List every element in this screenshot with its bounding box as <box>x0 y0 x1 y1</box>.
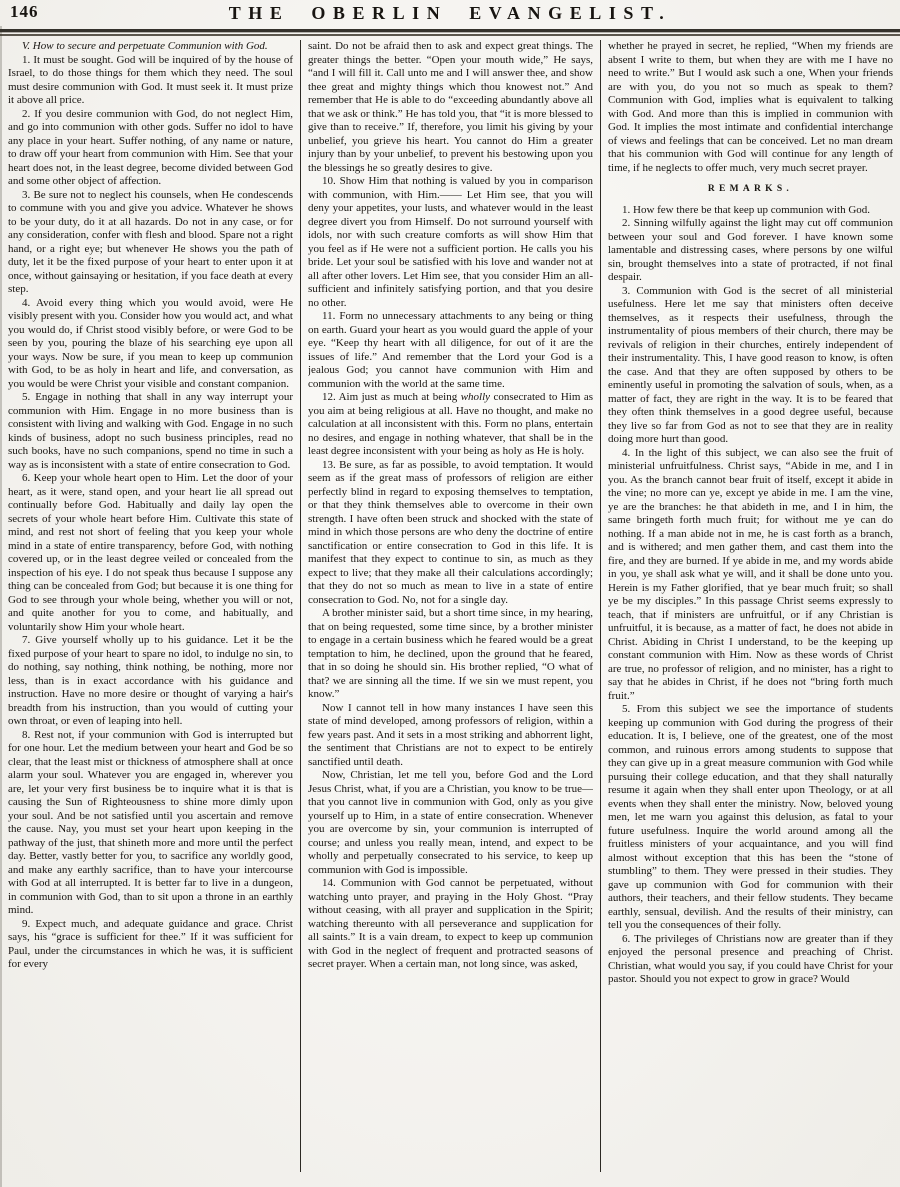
paragraph: saint. Do not be afraid then to ask and expect great things. The greater things the better. “Open your mouth wide,” He says, “and I will fill it. Call unto me and I will answer thee, and show thee great and mighty things which thou knowest not.” And remember that He is able to do “exceeding abundantly above all that we ask or think.” He has told you, that “it is more blessed to give than to receive.” If, therefore, you limit his giving by your unbelief, you grieve his heart. You cannot do Him a greater injury than by your unbelief, to prevent his bestowing upon you the blessings he so greatly desires to give. <box>308 40 593 174</box>
paragraph: 6. The privileges of Christians now are greater than if they enjoyed the personal presence and preaching of Christ. Christian, what would you say, if you could have Christ for your pastor. Should you not expect to grow in grace? Would <box>608 932 893 985</box>
paragraph: 12. Aim just as much at being wholly consecrated to Him as you aim at being religious at all. Have no thought, and make no calculation at all inconsistent with this. Form no plans, entertain no desires, and engage in nothing whatever, that shall be in the least degree inconsistent with your being as holy as He is holy. <box>308 391 593 457</box>
text-column <box>308 40 593 1172</box>
paragraph: 1. How few there be that keep up communion with God. <box>622 203 871 216</box>
paragraph: 2. Sinning wilfully against the light may cut off communion between your soul and God forever. I have known some lamentable and distressing cases, where persons by one wilful sin, brought themselves into a state of protracted, if not final despair. <box>608 217 893 283</box>
paragraph: 7. Give yourself wholly up to his guidance. Let it be the fixed purpose of your heart to spare no idol, to indulge no sin, to do nothing, say nothing, think nothing, be nothing, more nor less, than is in exact accordance with his guidance and instruction. Have no more desire or thought of varying a hair's breadth from his instruction, than you would of cutting your own throat, or even of leaping into hell. <box>8 634 293 727</box>
page-number: 146 <box>10 2 39 21</box>
text-column <box>8 40 293 1172</box>
paragraph: 8. Rest not, if your communion with God is interrupted but for one hour. Let the medium between your heart and God be so clear, that the least mist or thickness of atmosphere shall at once alarm your soul. Whatever you are engaged in, wherever you are, let your very first business be to inquire what it is that is causing the Sun of Righteousness to shine more dimly upon your soul. And be not satisfied until you ascertain and remove the cause. Nay, you must set your heart upon keeping in the pathway of the just, that shineth more and more until the perfect day. Better, vastly better for you, to sacrifice any worldly good, and make any earthly sacrifice, than to have your intercourse with God at all interrupted. It is better far to live in a dungeon, in communion with God, than to sit upon a throne in an earthly mind. <box>8 728 293 916</box>
paragraph: whether he prayed in secret, he replied, “When my friends are absent I write to them, but when they are with me I have no need to write.” But I would ask such a one, When your friends are with you, do you not so much as speak to them? Communion with God, implies what is equivalent to talking with God. And more than this is implied in communion with God. It implies the most intimate and confidential interchange of views and feelings that can be conceived. Let no man dream that his communion with God will continue for any length of time, if he neglects to offer much, very much secret prayer. <box>608 40 893 174</box>
paragraph: 1. It must be sought. God will be inquired of by the house of Israel, to do those things for them which they need. The soul must desire communion with God. It must seek it. It must prize it above all price. <box>8 53 293 106</box>
paragraph: 5. Engage in nothing that shall in any way interrupt your communion with Him. Engage in no more business than is consistent with living and walking with God. Engage in no such kinds of business, adopt no such business principles, read no such books, have no such companions, spend no time in such a way as is inconsistent with a state of entire consecration to God. <box>8 391 293 471</box>
paragraph: Now, Christian, let me tell you, before God and the Lord Jesus Christ, what, if you are a Christian, you know to be true—that you cannot live in communion with God, only as you give yourself up to Him, in a state of entire consecration. Whenever you are overcome by sin, your communion is interrupted of course; and unless you really mean, intend, and expect to be wholly and perpetually consecrated to his service, to keep up communion with God is impossible. <box>308 769 593 876</box>
paragraph: 3. Be sure not to neglect his counsels, when He condescends to commune with you and give you advice. Whatever he shows to be your duty, do it at all hazards. Do not in any case, or for any consideration, confer with flesh and blood. Spare not a right hand, or a right eye; but whenever He shows you the path of duty, let it be the fixed purpose of your heart to enter upon it at once, without gainsaying or hesitation, if you face death at every step. <box>8 188 293 295</box>
paragraph: Now I cannot tell in how many instances I have seen this state of mind developed, among professors of religion, within a few years past. And it sets in a most striking and abhorrent light, the sentiment that Christians are not to expect to be entirely sanctified until death. <box>308 701 593 768</box>
paragraph: A brother minister said, but a short time since, in my hearing, that on being requested, some time since, by a brother minister to engage in a certain business which he feared would be a great temptation to him, he declined, upon the ground that he feared, that in so doing he should sin. His brother replied, “O what of that? we are sinning all the time. If we sin we must repent, you know.” <box>308 607 593 700</box>
rule-heavy <box>0 29 900 32</box>
section-heading: V. How to secure and perpetuate Communion with God. <box>22 40 268 52</box>
paragraph: 14. Communion with God cannot be perpetuated, without watching unto prayer, and praying in the Holy Ghost. “Pray without ceasing, with all prayer and supplication in the Spirit; watching thereunto with all perseverance and supplication for all saints.” It is a vain dream, to expect to keep up communion with God in the neglect of frequent and protracted seasons of secret prayer. When a certain man, not long since, was asked, <box>308 877 593 970</box>
paragraph: 4. Avoid every thing which you would avoid, were He visibly present with you. Consider how you would act, and what you would do, if Christ stood visibly before, or were God to be seen by you, pouring the blaze of his searching eye upon all your ways. Now be sure, if you mean to keep up communion with God, to be as holy in heart and life, and conversation, as you would be were Christ your visible and constant companion. <box>8 296 293 390</box>
paragraph: 9. Expect much, and adequate guidance and grace. Christ says, his “grace is sufficient for thee.” If it was sufficient for Paul, under the circumstances in which he was, it is sufficient for every <box>8 917 293 970</box>
paragraph: 2. If you desire communion with God, do not neglect Him, and go into communion with other gods. Suffer no idol to have any place in your heart. Suffer nothing, of any name or nature, to draw off your heart from communion with Him. See that your heart does not, in the least degree, become divided between God and some other object of affection. <box>8 107 293 187</box>
column-rule <box>600 40 601 1172</box>
remarks-heading: REMARKS. <box>707 184 794 194</box>
paragraph: 13. Be sure, as far as possible, to avoid temptation. It would seem as if the great mass of professors of religion are either perfectly blind in regard to exposing themselves to temptation, or that they think themselves able to overcome in their own strength. I have often been struck and shocked with the state of mind in which those persons are who deny the doctrine of entire sanctification or entire consecration to God in this life. It is manifest that they expect to continue to sin, as much as they expect to live; that they make all their calculations accordingly; that they do not so much as mean to live in a state of entire consecration to God. No, not for a single day. <box>308 458 593 606</box>
page-header <box>0 0 900 27</box>
text-column <box>608 40 893 1172</box>
paragraph: 11. Form no unnecessary attachments to any being or thing on earth. Guard your heart as you would guard the apple of your eye. “Keep thy heart with all diligence, for out of it are the issues of life.” And remember that the Lord your God is a jealous God; you cannot have communion with Him and communion with the world at the same time. <box>308 310 593 390</box>
article-columns <box>0 36 900 1178</box>
paragraph: 5. From this subject we see the importance of students keeping up communion with God during the progress of their education. It is, I believe, one of the greatest, one of the most common, and ruinous errors among students to suppose that they can give up in a great measure communion with God while pursuing their college education, and that they shall naturally resume it again when they shall enter upon Theology, or at all events when they shall enter the ministry. Now, beloved young men, let me warn you against this delusion, as fatal to your future usefulness. Inquire the world around among all the fruitless ministers of your acquaintance, and you will find almost without exception that this has been the “stone of stumbling” to them. They were pressed in their studies. They gave up communion with God for communion with their authors, their teachers, and their fellow students. They became earthly, sensual, devilish. And the results of their ministry, can tell you the consequences of their folly. <box>608 703 893 931</box>
paragraph: 6. Keep your whole heart open to Him. Let the door of your heart, as it were, stand open, and your heart lie all spread out continually before God. Habitually and daily lay open the secrets of your whole heart before Him. Cultivate this state of mind, and rest not short of feeling that you keep your whole mind in a state of entire transparency, before God, with nothing covered up, or in the least degree veiled or concealed from the inspection of his eye. I do not speak thus because I suppose any thing can be concealed from God; but because it is one thing for God to see through your whole being, whether you will or not, and quite another for you to come, and habitually, and voluntarily show Him your whole heart. <box>8 472 293 633</box>
column-rule <box>300 40 301 1172</box>
masthead-title: THE OBERLIN EVANGELIST. <box>228 3 672 23</box>
double-rule <box>0 29 900 36</box>
paragraph: 10. Show Him that nothing is valued by you in comparison with communion, with Him.—— Let Him see, that you will deny your appetites, your lusts, and whatever would in the least degree divert you from Himself. Do not surround yourself with idols, nor with such creature comforts as will show Him that you feel as if He were not a sufficient portion. He calls you his bride. Let your soul be satisfied with his love and wander not at all after other lovers. Let Him see, that you consider Him an all-sufficient and infinitely satisfying portion, and that you desire no other. <box>308 175 593 309</box>
scan-edge <box>0 26 2 1187</box>
paragraph: 3. Communion with God is the secret of all ministerial usefulness. Here let me say that ministers often deceive themselves, as it respects their usefulness, through the instrumentality of pious members of their church, there may be revivals of religion in their churches, entirely independent of their instrumentality. This, I have good reason to know, is often the case. And that they are often supposed by others to be eminently useful in promoting the salvation of souls, when, as a matter of fact, they are right in the way. It is to be feared that they often think themselves in a good degree useful, because they live so far from God as not to see that they are in reality doing more hurt than good. <box>608 284 893 445</box>
paragraph: 4. In the light of this subject, we can also see the fruit of ministerial unfruitfulness. Christ says, “Abide in me, and I in you. As the branch cannot bear fruit of itself, except it abide in the vine; no more can ye, except ye abide in me. I am the vine, ye are the branches: he that abideth in me, and I in him, the same bringeth forth much fruit; for without me ye can do nothing. If a man abide not in me, he is cast forth as a branch, and is withered; and men gather them, and cast them into the fire, and they are burned. If ye abide in me, and my words abide in you, ye shall ask what ye will, and it shall be done unto you. Herein is my Father glorified, that ye bear much fruit; so shall ye be my disciples.” In this passage Christ seems expressly to teach, that if ministers are unfruitful, or if any Christian is unfruitful, it is because, as a matter of fact, he does not abide in Christ. Abiding in Christ I understand, to be the keeping up constant communion with Him. Now as these words of Christ are true, no professor of religion, and no minister, has a right to say that he abides in Christ, if he does not “bring forth much fruit.” <box>608 446 893 702</box>
